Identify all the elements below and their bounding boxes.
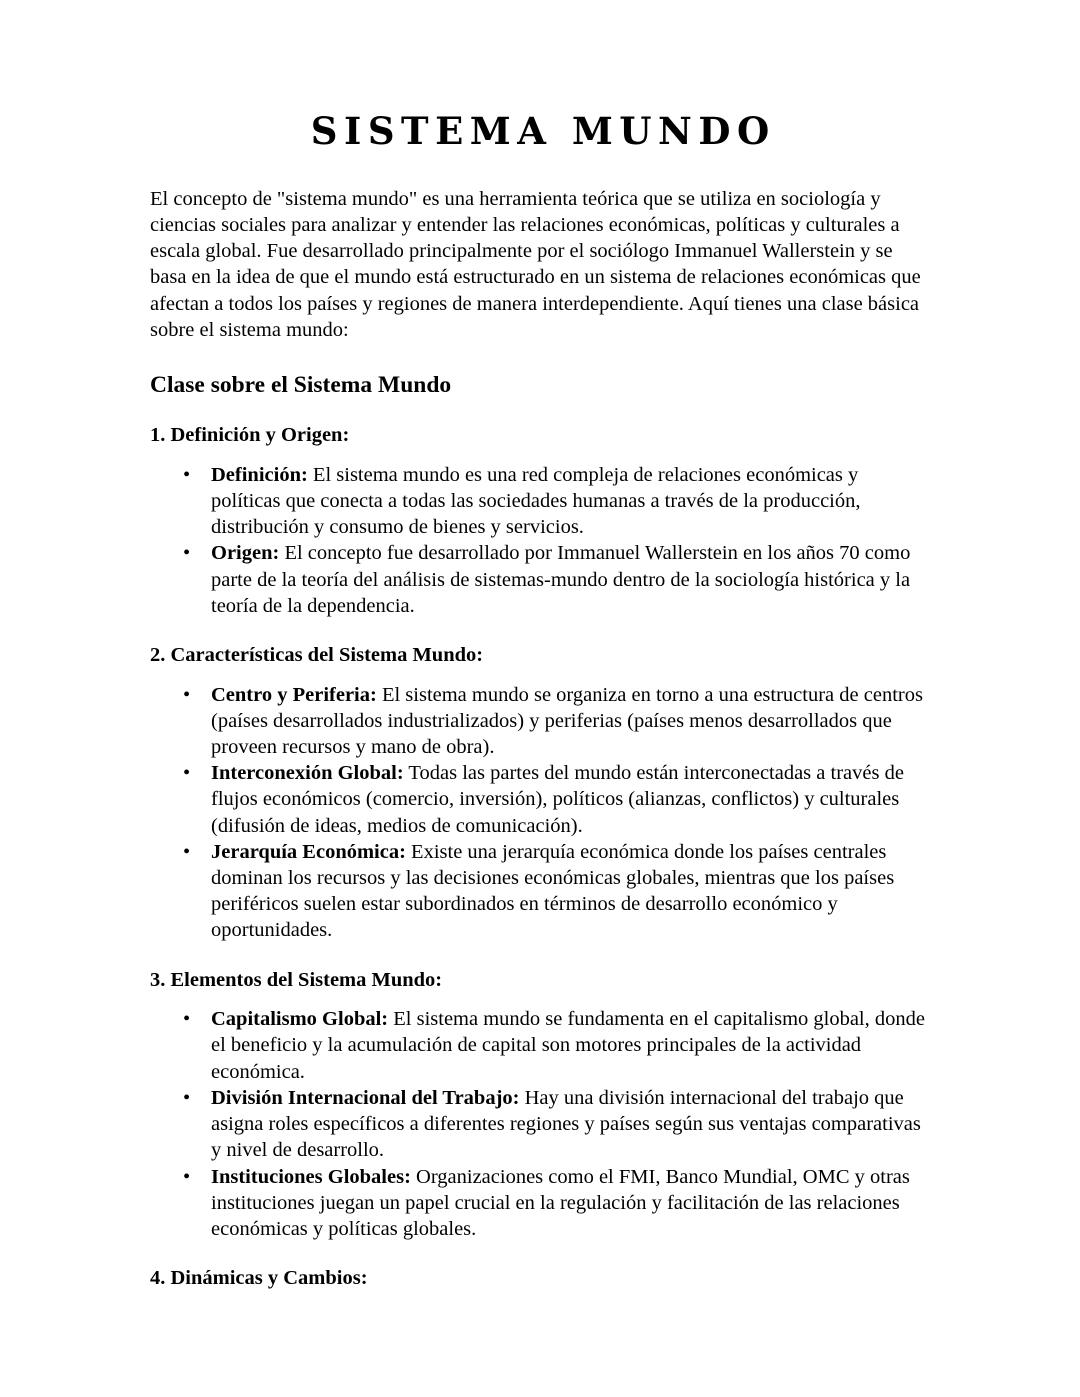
list-item xyxy=(150,760,930,839)
bullet-text: El sistema mundo se fundamenta en el capitalismo global, donde el beneficio y la acumulación de capital son motores principales de la actividad económica. xyxy=(211,1008,925,1083)
list-item xyxy=(150,682,930,761)
bullet-text: Organizaciones como el FMI, Banco Mundial, OMC y otras instituciones juegan un papel crucial en la regulación y facilitación de las relaciones económicas y políticas globales. xyxy=(211,1165,910,1240)
bullet-lead: Definición: xyxy=(211,463,308,486)
bullet-text: El concepto fue desarrollado por Immanuel Wallerstein en los años 70 como parte de la teoría del análisis de sistemas-mundo dentro de la sociología histórica y la teoría de la dependencia. xyxy=(211,542,911,617)
section-heading: Clase sobre el Sistema Mundo xyxy=(150,372,452,399)
bullet-list-1 xyxy=(150,448,930,619)
list-item xyxy=(150,1006,930,1085)
bullet-text: El sistema mundo es una red compleja de relaciones económicas y políticas que conecta a todas las sociedades humanas a través de la producción, distribución y consumo de bienes y servicios. xyxy=(211,463,861,539)
list-item xyxy=(150,462,930,541)
bullet-lead: Jerarquía Económica: xyxy=(211,840,406,863)
intro-paragraph: El concepto de "sistema mundo" es una herramienta teórica que se utiliza en sociología y ciencias sociales para analizar y entender las relaciones económicas, políticas y culturales a escala global. Fue desarrollado principalmente por el sociólogo Immanuel Wallerstein y se basa en la idea de que el mundo está estructurado en un sistema de relaciones económicas que afectan a todos los países y regiones de manera interdependiente. Aquí tienes una clase básica sobre el sistema mundo: xyxy=(150,187,921,341)
bullet-lead: Centro y Periferia: xyxy=(211,683,377,706)
bullet-list-3 xyxy=(150,992,930,1242)
subsection-heading-1: 1. Definición y Origen: xyxy=(150,424,350,447)
bullet-lead: División Internacional del Trabajo: xyxy=(211,1086,520,1109)
document-title: SISTEMA MUNDO xyxy=(310,109,776,153)
list-item xyxy=(150,839,930,944)
bullet-text: Hay una división internacional del trabajo que asigna roles específicos a diferentes regiones y países según sus ventajas comparativas y nivel de desarrollo. xyxy=(211,1086,921,1162)
bullet-text: Existe una jerarquía económica donde los países centrales dominan los recursos y las decisiones económicas globales, mientras que los países periféricos suelen estar subordinados en términos de desarrollo económico y oportunidades. xyxy=(211,840,895,942)
bullet-lead: Instituciones Globales: xyxy=(211,1165,411,1188)
bullet-lead: Interconexión Global: xyxy=(211,762,404,785)
bullet-lead: Origen: xyxy=(211,542,280,565)
list-item xyxy=(150,540,930,619)
bullet-text: El sistema mundo se organiza en torno a una estructura de centros (países desarrollados industrializados) y periferias (países menos desarrollados que proveen recursos y mano de obra). xyxy=(211,683,923,759)
bullet-lead: Capitalismo Global: xyxy=(211,1008,389,1031)
list-item xyxy=(150,1085,930,1164)
subsection-heading-4: 4. Dinámicas y Cambios: xyxy=(150,1267,368,1290)
subsection-heading-2: 2. Características del Sistema Mundo: xyxy=(150,644,484,667)
bullet-text: Todas las partes del mundo están interconectadas a través de flujos económicos (comercio, inversión), políticos (alianzas, conflictos) y culturales (difusión de ideas, medios de comunicación). xyxy=(211,762,904,837)
list-item xyxy=(150,1164,930,1243)
subsection-heading-3: 3. Elementos del Sistema Mundo: xyxy=(150,968,443,991)
bullet-list-2 xyxy=(150,668,930,944)
